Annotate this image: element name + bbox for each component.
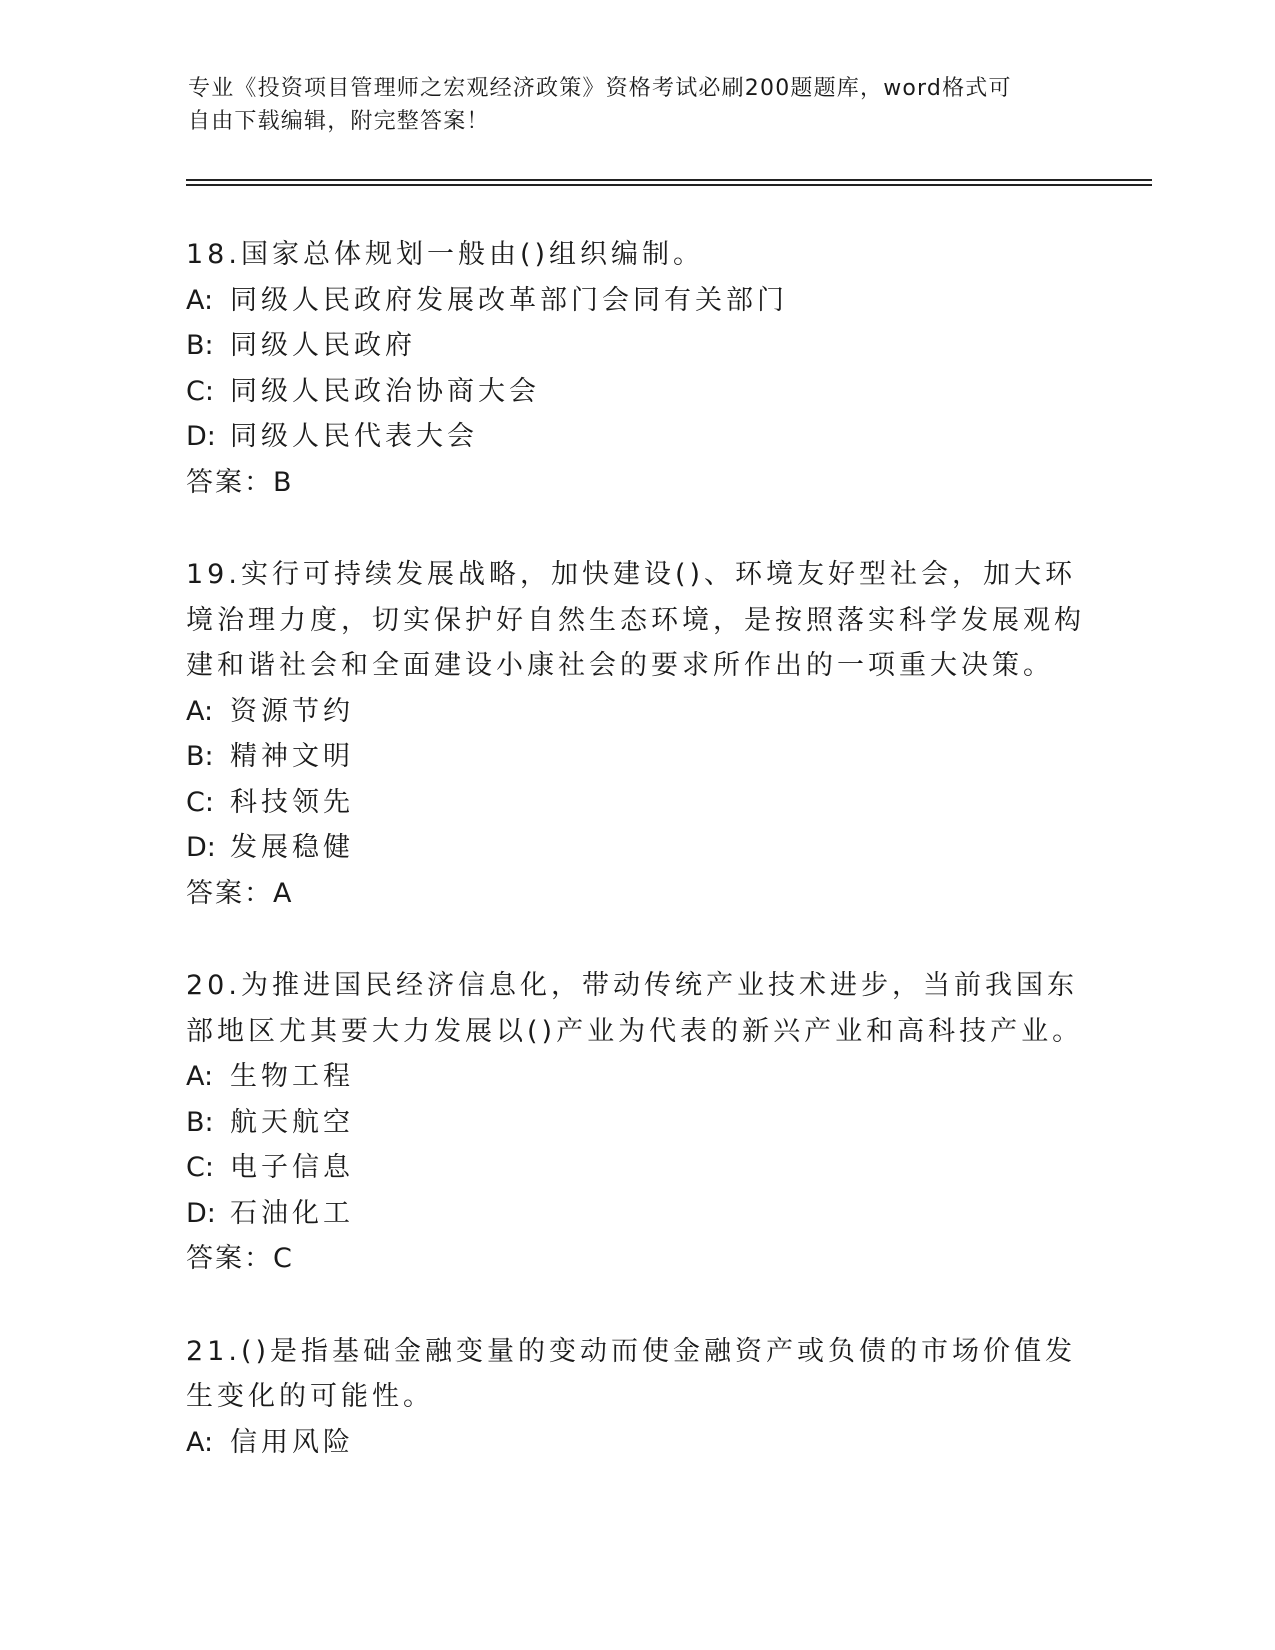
option-text: 电子信息: [230, 1152, 354, 1183]
question-stem: 21.()是指基础金融变量的变动而使金融资产或负债的市场价值发生变化的可能性。: [186, 1335, 1077, 1412]
option-text: 航天航空: [230, 1106, 354, 1138]
question-21: [186, 1329, 1086, 1466]
option-key: B:: [186, 1106, 214, 1138]
option-key: D:: [186, 832, 216, 863]
option-key: C:: [186, 375, 214, 407]
option-key: B:: [186, 741, 214, 772]
option-key: A:: [186, 1426, 214, 1458]
option-key: D:: [186, 421, 216, 452]
option-c: [186, 1145, 1086, 1191]
option-text: 科技领先: [230, 786, 354, 818]
option-b: [186, 323, 1086, 369]
question-stem: 19.实行可持续发展战略，加快建设()、环境友好型社会，加大环境治理力度，切实保护好自然生态环境，是按照落实科学发展观构建和谐社会和全面建设小康社会的要求所作出的一项重大决策。: [186, 559, 1085, 681]
option-b: [186, 1100, 1086, 1146]
option-text: 同级人民政府: [230, 330, 416, 361]
header-line-1: 专业《投资项目管理师之宏观经济政策》资格考试必刷200题题库，word格式可: [188, 76, 1012, 101]
question-18: [186, 232, 1086, 505]
option-a: [186, 1054, 1086, 1100]
option-text: 信用风险: [230, 1426, 354, 1458]
option-key: A:: [186, 695, 214, 727]
option-text: 同级人民政府发展改革部门会同有关部门: [230, 284, 788, 316]
document-header: [188, 72, 1068, 138]
option-a: [186, 689, 1086, 735]
question-stem: 18.国家总体规划一般由()组织编制。: [186, 239, 705, 270]
option-b: [186, 734, 1086, 780]
answer-line: 答案：B: [186, 466, 294, 498]
option-text: 生物工程: [230, 1061, 354, 1092]
answer-line: 答案：A: [186, 877, 294, 909]
option-a: [186, 278, 1086, 324]
option-d: [186, 825, 1086, 871]
question-19: [186, 552, 1086, 916]
option-text: 石油化工: [230, 1197, 354, 1229]
option-text: 同级人民政治协商大会: [230, 375, 540, 407]
option-d: [186, 414, 1086, 460]
option-key: A:: [186, 1061, 214, 1092]
option-text: 同级人民代表大会: [230, 421, 478, 452]
option-key: B:: [186, 330, 214, 361]
option-d: [186, 1191, 1086, 1237]
question-20: [186, 963, 1086, 1282]
option-c: [186, 780, 1086, 826]
option-key: A:: [186, 284, 214, 316]
question-list: [186, 232, 1086, 1512]
header-rule-bottom: [186, 184, 1152, 186]
option-text: 资源节约: [230, 695, 354, 727]
option-text: 精神文明: [230, 741, 354, 772]
option-text: 发展稳健: [230, 832, 354, 863]
option-c: [186, 369, 1086, 415]
option-key: C:: [186, 786, 214, 818]
option-key: C:: [186, 1152, 214, 1183]
header-line-2: 自由下载编辑，附完整答案！: [188, 109, 490, 134]
question-stem: 20.为推进国民经济信息化，带动传统产业技术进步，当前我国东部地区尤其要大力发展以()产业为代表的新兴产业和高科技产业。: [186, 970, 1084, 1047]
option-key: D:: [186, 1197, 216, 1229]
option-a: [186, 1420, 1086, 1466]
header-rule-top: [186, 179, 1152, 181]
answer-line: 答案：C: [186, 1243, 294, 1274]
